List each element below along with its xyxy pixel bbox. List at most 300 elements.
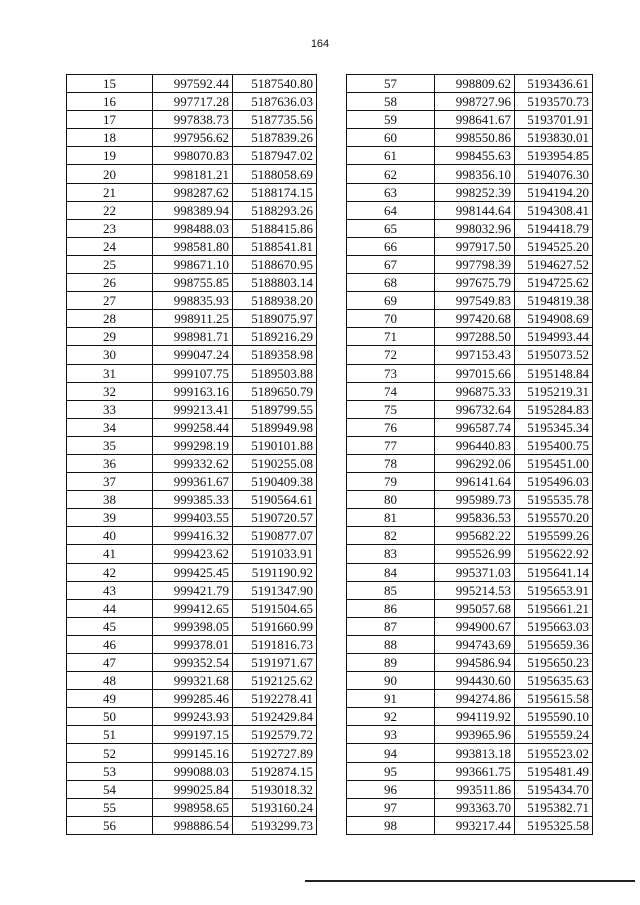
table-row <box>67 382 317 400</box>
x-coordinate-cell: 997592.44 <box>153 75 233 93</box>
y-coordinate-cell: 5189358.98 <box>233 346 317 364</box>
x-coordinate-cell: 993813.18 <box>435 744 515 762</box>
y-coordinate-cell: 5193570.73 <box>515 93 593 111</box>
table-row <box>347 563 593 581</box>
point-number-cell: 56 <box>67 816 153 834</box>
x-coordinate-cell: 998356.10 <box>435 165 515 183</box>
y-coordinate-cell: 5195284.83 <box>515 400 593 418</box>
table-row <box>67 129 317 147</box>
point-number-cell: 59 <box>347 111 435 129</box>
x-coordinate-cell: 995526.99 <box>435 545 515 563</box>
y-coordinate-cell: 5189216.29 <box>233 328 317 346</box>
y-coordinate-cell: 5193160.24 <box>233 798 317 816</box>
table-row <box>67 672 317 690</box>
x-coordinate-cell: 997420.68 <box>435 310 515 328</box>
point-number-cell: 58 <box>347 93 435 111</box>
y-coordinate-cell: 5188541.81 <box>233 237 317 255</box>
point-number-cell: 91 <box>347 690 435 708</box>
table-row <box>347 183 593 201</box>
point-number-cell: 98 <box>347 816 435 834</box>
table-row <box>67 165 317 183</box>
table-row <box>67 744 317 762</box>
point-number-cell: 64 <box>347 201 435 219</box>
y-coordinate-cell: 5195653.91 <box>515 581 593 599</box>
y-coordinate-cell: 5187947.02 <box>233 147 317 165</box>
x-coordinate-cell: 998809.62 <box>435 75 515 93</box>
table-row <box>347 93 593 111</box>
table-row <box>67 581 317 599</box>
point-number-cell: 52 <box>67 744 153 762</box>
x-coordinate-cell: 999088.03 <box>153 762 233 780</box>
y-coordinate-cell: 5190720.57 <box>233 509 317 527</box>
point-number-cell: 87 <box>347 617 435 635</box>
table-row <box>67 310 317 328</box>
point-number-cell: 42 <box>67 563 153 581</box>
table-row <box>67 274 317 292</box>
x-coordinate-cell: 995057.68 <box>435 599 515 617</box>
point-number-cell: 45 <box>67 617 153 635</box>
y-coordinate-cell: 5194908.69 <box>515 310 593 328</box>
table-row <box>67 617 317 635</box>
point-number-cell: 15 <box>67 75 153 93</box>
x-coordinate-cell: 996440.83 <box>435 436 515 454</box>
x-coordinate-cell: 999423.62 <box>153 545 233 563</box>
table-row <box>347 798 593 816</box>
table-row <box>347 274 593 292</box>
x-coordinate-cell: 998727.96 <box>435 93 515 111</box>
table-row <box>67 237 317 255</box>
x-coordinate-cell: 996292.06 <box>435 454 515 472</box>
y-coordinate-cell: 5195451.00 <box>515 454 593 472</box>
y-coordinate-cell: 5192278.41 <box>233 690 317 708</box>
point-number-cell: 79 <box>347 473 435 491</box>
x-coordinate-cell: 999213.41 <box>153 400 233 418</box>
table-row <box>347 364 593 382</box>
y-coordinate-cell: 5189949.98 <box>233 418 317 436</box>
table-row <box>347 509 593 527</box>
y-coordinate-cell: 5195615.58 <box>515 690 593 708</box>
y-coordinate-cell: 5195559.24 <box>515 726 593 744</box>
table-row <box>347 382 593 400</box>
x-coordinate-cell: 997153.43 <box>435 346 515 364</box>
table-row <box>347 219 593 237</box>
y-coordinate-cell: 5195622.92 <box>515 545 593 563</box>
table-row <box>67 436 317 454</box>
table-row <box>347 346 593 364</box>
table-row <box>67 201 317 219</box>
point-number-cell: 76 <box>347 418 435 436</box>
table-row <box>347 400 593 418</box>
y-coordinate-cell: 5188670.95 <box>233 255 317 273</box>
point-number-cell: 95 <box>347 762 435 780</box>
y-coordinate-cell: 5194525.20 <box>515 237 593 255</box>
point-number-cell: 70 <box>347 310 435 328</box>
table-row <box>347 527 593 545</box>
point-number-cell: 51 <box>67 726 153 744</box>
table-row <box>67 454 317 472</box>
point-number-cell: 88 <box>347 635 435 653</box>
table-row <box>347 255 593 273</box>
y-coordinate-cell: 5188058.69 <box>233 165 317 183</box>
y-coordinate-cell: 5191971.67 <box>233 654 317 672</box>
y-coordinate-cell: 5190255.08 <box>233 454 317 472</box>
x-coordinate-cell: 999243.93 <box>153 708 233 726</box>
table-row <box>347 147 593 165</box>
point-number-cell: 18 <box>67 129 153 147</box>
point-number-cell: 93 <box>347 726 435 744</box>
x-coordinate-cell: 998144.64 <box>435 201 515 219</box>
x-coordinate-cell: 999145.16 <box>153 744 233 762</box>
x-coordinate-cell: 997675.79 <box>435 274 515 292</box>
y-coordinate-cell: 5192125.62 <box>233 672 317 690</box>
y-coordinate-cell: 5194819.38 <box>515 292 593 310</box>
point-number-cell: 85 <box>347 581 435 599</box>
table-row <box>67 762 317 780</box>
y-coordinate-cell: 5188415.86 <box>233 219 317 237</box>
x-coordinate-cell: 997549.83 <box>435 292 515 310</box>
y-coordinate-cell: 5195599.26 <box>515 527 593 545</box>
point-number-cell: 71 <box>347 328 435 346</box>
table-row <box>347 75 593 93</box>
point-number-cell: 29 <box>67 328 153 346</box>
scan-edge-line <box>305 880 635 882</box>
y-coordinate-cell: 5193954.85 <box>515 147 593 165</box>
table-row <box>347 708 593 726</box>
x-coordinate-cell: 999412.65 <box>153 599 233 617</box>
x-coordinate-cell: 998671.10 <box>153 255 233 273</box>
y-coordinate-cell: 5194418.79 <box>515 219 593 237</box>
x-coordinate-cell: 995989.73 <box>435 491 515 509</box>
table-row <box>347 201 593 219</box>
point-number-cell: 73 <box>347 364 435 382</box>
point-number-cell: 37 <box>67 473 153 491</box>
point-number-cell: 65 <box>347 219 435 237</box>
table-row <box>347 237 593 255</box>
y-coordinate-cell: 5194194.20 <box>515 183 593 201</box>
point-number-cell: 16 <box>67 93 153 111</box>
table-row <box>67 93 317 111</box>
y-coordinate-cell: 5194993.44 <box>515 328 593 346</box>
table-row <box>67 708 317 726</box>
x-coordinate-cell: 999352.54 <box>153 654 233 672</box>
y-coordinate-cell: 5192429.84 <box>233 708 317 726</box>
x-coordinate-cell: 998455.63 <box>435 147 515 165</box>
point-number-cell: 48 <box>67 672 153 690</box>
point-number-cell: 62 <box>347 165 435 183</box>
y-coordinate-cell: 5195434.70 <box>515 780 593 798</box>
x-coordinate-cell: 999163.16 <box>153 382 233 400</box>
table-row <box>347 690 593 708</box>
table-row <box>67 111 317 129</box>
point-number-cell: 31 <box>67 364 153 382</box>
y-coordinate-cell: 5191660.99 <box>233 617 317 635</box>
y-coordinate-cell: 5192579.72 <box>233 726 317 744</box>
x-coordinate-cell: 997717.28 <box>153 93 233 111</box>
table-row <box>347 328 593 346</box>
y-coordinate-cell: 5195523.02 <box>515 744 593 762</box>
x-coordinate-cell: 999361.67 <box>153 473 233 491</box>
y-coordinate-cell: 5188293.26 <box>233 201 317 219</box>
point-number-cell: 49 <box>67 690 153 708</box>
y-coordinate-cell: 5191033.91 <box>233 545 317 563</box>
table-row <box>67 509 317 527</box>
x-coordinate-cell: 998389.94 <box>153 201 233 219</box>
table-row <box>347 545 593 563</box>
table-row <box>67 491 317 509</box>
y-coordinate-cell: 5195650.23 <box>515 654 593 672</box>
point-number-cell: 69 <box>347 292 435 310</box>
table-row <box>67 255 317 273</box>
table-row <box>347 617 593 635</box>
table-row <box>67 328 317 346</box>
y-coordinate-cell: 5195663.03 <box>515 617 593 635</box>
y-coordinate-cell: 5195073.52 <box>515 346 593 364</box>
point-number-cell: 78 <box>347 454 435 472</box>
table-row <box>67 563 317 581</box>
point-number-cell: 33 <box>67 400 153 418</box>
x-coordinate-cell: 996732.64 <box>435 400 515 418</box>
table-row <box>67 147 317 165</box>
x-coordinate-cell: 998958.65 <box>153 798 233 816</box>
y-coordinate-cell: 5193436.61 <box>515 75 593 93</box>
point-number-cell: 72 <box>347 346 435 364</box>
y-coordinate-cell: 5195481.49 <box>515 762 593 780</box>
point-number-cell: 80 <box>347 491 435 509</box>
point-number-cell: 36 <box>67 454 153 472</box>
table-row <box>67 473 317 491</box>
x-coordinate-cell: 999025.84 <box>153 780 233 798</box>
x-coordinate-cell: 999298.19 <box>153 436 233 454</box>
x-coordinate-cell: 997798.39 <box>435 255 515 273</box>
x-coordinate-cell: 998550.86 <box>435 129 515 147</box>
table-row <box>67 418 317 436</box>
x-coordinate-cell: 994900.67 <box>435 617 515 635</box>
table-row <box>347 744 593 762</box>
y-coordinate-cell: 5189503.88 <box>233 364 317 382</box>
x-coordinate-cell: 994743.69 <box>435 635 515 653</box>
x-coordinate-cell: 998835.93 <box>153 292 233 310</box>
table-row <box>347 635 593 653</box>
x-coordinate-cell: 995371.03 <box>435 563 515 581</box>
point-number-cell: 22 <box>67 201 153 219</box>
y-coordinate-cell: 5188803.14 <box>233 274 317 292</box>
point-number-cell: 66 <box>347 237 435 255</box>
table-row <box>347 129 593 147</box>
x-coordinate-cell: 994430.60 <box>435 672 515 690</box>
point-number-cell: 44 <box>67 599 153 617</box>
point-number-cell: 75 <box>347 400 435 418</box>
x-coordinate-cell: 999197.15 <box>153 726 233 744</box>
x-coordinate-cell: 998755.85 <box>153 274 233 292</box>
coordinates-table-right <box>346 74 593 835</box>
x-coordinate-cell: 999425.45 <box>153 563 233 581</box>
x-coordinate-cell: 998181.21 <box>153 165 233 183</box>
y-coordinate-cell: 5195641.14 <box>515 563 593 581</box>
y-coordinate-cell: 5187636.03 <box>233 93 317 111</box>
point-number-cell: 96 <box>347 780 435 798</box>
table-row <box>67 690 317 708</box>
x-coordinate-cell: 997838.73 <box>153 111 233 129</box>
y-coordinate-cell: 5194308.41 <box>515 201 593 219</box>
y-coordinate-cell: 5187735.56 <box>233 111 317 129</box>
x-coordinate-cell: 997288.50 <box>435 328 515 346</box>
point-number-cell: 57 <box>347 75 435 93</box>
point-number-cell: 46 <box>67 635 153 653</box>
x-coordinate-cell: 999258.44 <box>153 418 233 436</box>
point-number-cell: 39 <box>67 509 153 527</box>
table-row <box>67 780 317 798</box>
y-coordinate-cell: 5195148.84 <box>515 364 593 382</box>
y-coordinate-cell: 5193830.01 <box>515 129 593 147</box>
point-number-cell: 92 <box>347 708 435 726</box>
y-coordinate-cell: 5190877.07 <box>233 527 317 545</box>
point-number-cell: 61 <box>347 147 435 165</box>
table-row <box>347 599 593 617</box>
x-coordinate-cell: 993363.70 <box>435 798 515 816</box>
point-number-cell: 68 <box>347 274 435 292</box>
y-coordinate-cell: 5195345.34 <box>515 418 593 436</box>
x-coordinate-cell: 996587.74 <box>435 418 515 436</box>
point-number-cell: 40 <box>67 527 153 545</box>
point-number-cell: 81 <box>347 509 435 527</box>
table-row <box>347 436 593 454</box>
point-number-cell: 67 <box>347 255 435 273</box>
x-coordinate-cell: 998070.83 <box>153 147 233 165</box>
table-row <box>347 418 593 436</box>
point-number-cell: 94 <box>347 744 435 762</box>
y-coordinate-cell: 5195219.31 <box>515 382 593 400</box>
table-row <box>67 219 317 237</box>
x-coordinate-cell: 998488.03 <box>153 219 233 237</box>
y-coordinate-cell: 5195661.21 <box>515 599 593 617</box>
table-row <box>67 599 317 617</box>
table-row <box>347 672 593 690</box>
x-coordinate-cell: 998911.25 <box>153 310 233 328</box>
point-number-cell: 32 <box>67 382 153 400</box>
y-coordinate-cell: 5193701.91 <box>515 111 593 129</box>
point-number-cell: 84 <box>347 563 435 581</box>
point-number-cell: 38 <box>67 491 153 509</box>
x-coordinate-cell: 996141.64 <box>435 473 515 491</box>
point-number-cell: 25 <box>67 255 153 273</box>
point-number-cell: 47 <box>67 654 153 672</box>
table-row <box>347 726 593 744</box>
x-coordinate-cell: 999285.46 <box>153 690 233 708</box>
point-number-cell: 28 <box>67 310 153 328</box>
x-coordinate-cell: 996875.33 <box>435 382 515 400</box>
x-coordinate-cell: 993965.96 <box>435 726 515 744</box>
table-row <box>347 762 593 780</box>
x-coordinate-cell: 994586.94 <box>435 654 515 672</box>
table-row <box>67 527 317 545</box>
table-row <box>67 545 317 563</box>
point-number-cell: 23 <box>67 219 153 237</box>
x-coordinate-cell: 999385.33 <box>153 491 233 509</box>
y-coordinate-cell: 5193018.32 <box>233 780 317 798</box>
y-coordinate-cell: 5190101.88 <box>233 436 317 454</box>
x-coordinate-cell: 999047.24 <box>153 346 233 364</box>
table-row <box>347 491 593 509</box>
x-coordinate-cell: 993511.86 <box>435 780 515 798</box>
x-coordinate-cell: 998981.71 <box>153 328 233 346</box>
y-coordinate-cell: 5191347.90 <box>233 581 317 599</box>
y-coordinate-cell: 5195570.20 <box>515 509 593 527</box>
y-coordinate-cell: 5191190.92 <box>233 563 317 581</box>
y-coordinate-cell: 5194725.62 <box>515 274 593 292</box>
x-coordinate-cell: 999107.75 <box>153 364 233 382</box>
y-coordinate-cell: 5189650.79 <box>233 382 317 400</box>
x-coordinate-cell: 993217.44 <box>435 816 515 834</box>
table-row <box>67 346 317 364</box>
table-row <box>67 654 317 672</box>
x-coordinate-cell: 997956.62 <box>153 129 233 147</box>
table-row <box>347 780 593 798</box>
point-number-cell: 19 <box>67 147 153 165</box>
page-number: 164 <box>310 38 330 50</box>
x-coordinate-cell: 997015.66 <box>435 364 515 382</box>
y-coordinate-cell: 5192874.15 <box>233 762 317 780</box>
table-row <box>347 816 593 834</box>
y-coordinate-cell: 5195496.03 <box>515 473 593 491</box>
point-number-cell: 20 <box>67 165 153 183</box>
point-number-cell: 83 <box>347 545 435 563</box>
x-coordinate-cell: 997917.50 <box>435 237 515 255</box>
table-row <box>67 183 317 201</box>
point-number-cell: 60 <box>347 129 435 147</box>
x-coordinate-cell: 994119.92 <box>435 708 515 726</box>
y-coordinate-cell: 5190564.61 <box>233 491 317 509</box>
point-number-cell: 34 <box>67 418 153 436</box>
x-coordinate-cell: 999321.68 <box>153 672 233 690</box>
x-coordinate-cell: 998252.39 <box>435 183 515 201</box>
y-coordinate-cell: 5193299.73 <box>233 816 317 834</box>
y-coordinate-cell: 5190409.38 <box>233 473 317 491</box>
x-coordinate-cell: 998886.54 <box>153 816 233 834</box>
table-row <box>347 165 593 183</box>
x-coordinate-cell: 998287.62 <box>153 183 233 201</box>
point-number-cell: 17 <box>67 111 153 129</box>
y-coordinate-cell: 5191504.65 <box>233 599 317 617</box>
point-number-cell: 89 <box>347 654 435 672</box>
y-coordinate-cell: 5195325.58 <box>515 816 593 834</box>
table-row <box>67 726 317 744</box>
x-coordinate-cell: 994274.86 <box>435 690 515 708</box>
point-number-cell: 55 <box>67 798 153 816</box>
point-number-cell: 82 <box>347 527 435 545</box>
y-coordinate-cell: 5194076.30 <box>515 165 593 183</box>
table-row <box>67 816 317 834</box>
point-number-cell: 63 <box>347 183 435 201</box>
y-coordinate-cell: 5188938.20 <box>233 292 317 310</box>
table-row <box>67 292 317 310</box>
point-number-cell: 54 <box>67 780 153 798</box>
point-number-cell: 30 <box>67 346 153 364</box>
point-number-cell: 35 <box>67 436 153 454</box>
x-coordinate-cell: 998581.80 <box>153 237 233 255</box>
y-coordinate-cell: 5189075.97 <box>233 310 317 328</box>
point-number-cell: 24 <box>67 237 153 255</box>
table-row <box>347 111 593 129</box>
y-coordinate-cell: 5195590.10 <box>515 708 593 726</box>
x-coordinate-cell: 998641.67 <box>435 111 515 129</box>
point-number-cell: 21 <box>67 183 153 201</box>
y-coordinate-cell: 5195535.78 <box>515 491 593 509</box>
y-coordinate-cell: 5195400.75 <box>515 436 593 454</box>
x-coordinate-cell: 998032.96 <box>435 219 515 237</box>
table-row <box>67 75 317 93</box>
y-coordinate-cell: 5187540.80 <box>233 75 317 93</box>
coordinates-table-left <box>66 74 317 835</box>
